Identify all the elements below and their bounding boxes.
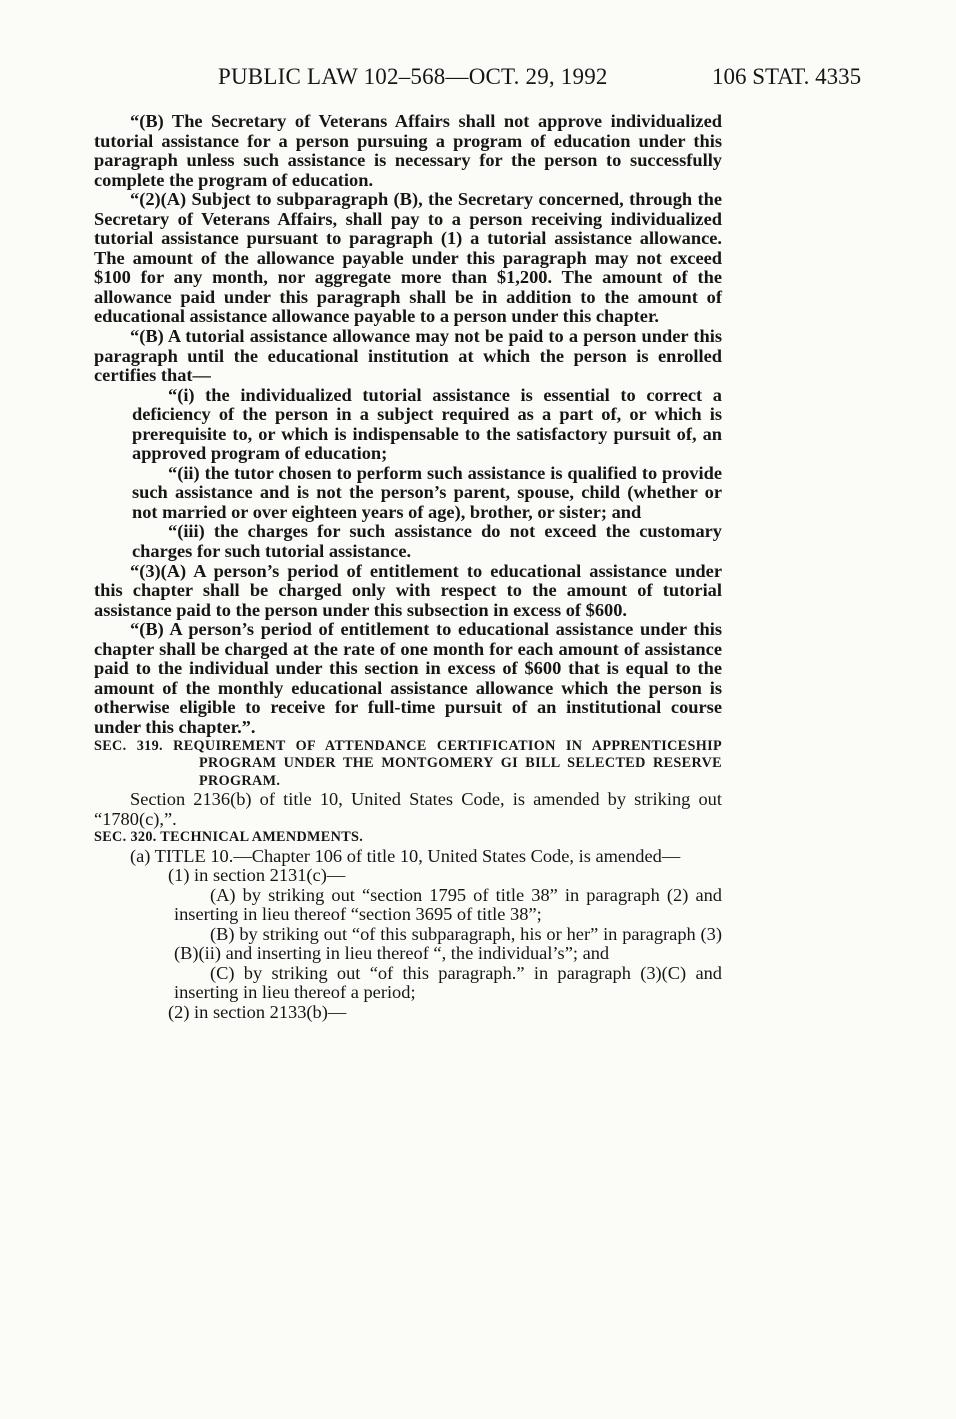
paragraph-3b-entitlement: “(B) A person’s period of entitlement to educational assistance under this chapter shall be charged at the rate of one month for each amount of assistance paid to the individual under this section in excess of $600 that is equal to the amount of the monthly educational assistance allowance which the person is otherwise eligible to receive for full-time pursuit of an institutional course under this chapter.”. xyxy=(94,619,722,737)
paragraph-b-tutorial-approval: “(B) The Secretary of Veterans Affairs shall not approve individualized tutorial assistance for a person pursuing a program of education under this paragraph unless such assistance is necessary for the person to successfully complete the program of education. xyxy=(94,111,722,190)
clause-iii: “(iii) the charges for such assistance do not exceed the customary charges for such tutorial assistance. xyxy=(132,521,722,562)
item-a-section-1795: (A) by striking out “section 1795 of title 38” in paragraph (2) and inserting in lieu thereof “section 3695 of title 38”; xyxy=(174,884,722,925)
item-1-section-2131c: (1) in section 2131(c)— xyxy=(168,865,346,886)
section-320-heading: SEC. 320. TECHNICAL AMENDMENTS. xyxy=(94,829,364,846)
item-2-section-2133b: (2) in section 2133(b)— xyxy=(168,1001,347,1022)
page-header xyxy=(0,60,956,100)
page-title: PUBLIC LAW 102–568—OCT. 29, 1992 xyxy=(218,64,608,89)
paragraph-2a-allowance: “(2)(A) Subject to subparagraph (B), the Secretary concerned, through the Secretary of Veterans Affairs, shall pay to a person receiving individualized tutorial assistance pursuant to paragraph (1) a tutorial assistance allowance. The amount of the allowance payable under this paragraph may not exceed $100 for any month, nor aggregate more than $1,200. The amount of the allowance paid under this paragraph shall be in addition to the amount of educational assistance allowance payable to a person under this chapter. xyxy=(94,189,722,327)
paragraph-3a-entitlement: “(3)(A) A person’s period of entitlement to educational assistance under this chapter shall be charged only with respect to the amount of tutorial assistance paid to the person under this subsection in excess of $600. xyxy=(94,560,722,620)
clause-i: “(i) the individualized tutorial assistance is essential to correct a deficiency of the person in a subject required as a part of, or which is prerequisite to, or which is indispensable to the satisfactory pursuit of, an approved program of education; xyxy=(132,384,722,464)
item-b-subparagraph: (B) by striking out “of this subparagraph, his or her” in paragraph (3)(B)(ii) and inserting in lieu thereof “, the individual’s”; and xyxy=(174,923,722,964)
statute-page-number: 106 STAT. 4335 xyxy=(712,64,862,89)
section-319-text: Section 2136(b) of title 10, United States Code, is amended by striking out “1780(c),”. xyxy=(94,789,722,829)
item-c-paragraph: (C) by striking out “of this paragraph.” in paragraph (3)(C) and inserting in lieu thereof a period; xyxy=(174,962,722,1003)
clause-ii: “(ii) the tutor chosen to perform such assistance is qualified to provide such assistance and is not the person’s parent, spouse, child (whether or not married or over eighteen years of age), brother, or sister; and xyxy=(132,462,722,522)
paragraph-2b-certification: “(B) A tutorial assistance allowance may not be paid to a person under this paragraph until the educational institution at which the person is enrolled certifies that— xyxy=(94,326,722,386)
document-body xyxy=(94,112,722,1023)
section-319-heading: SEC. 319. REQUIREMENT OF ATTENDANCE CERTIFICATION IN APPRENTICESHIP PROGRAM UNDER THE MONTGOMERY GI BILL SELECTED RESERVE PROGRAM. xyxy=(94,737,722,789)
subsection-a-title-10: (a) TITLE 10.—Chapter 106 of title 10, United States Code, is amended— xyxy=(130,845,681,866)
